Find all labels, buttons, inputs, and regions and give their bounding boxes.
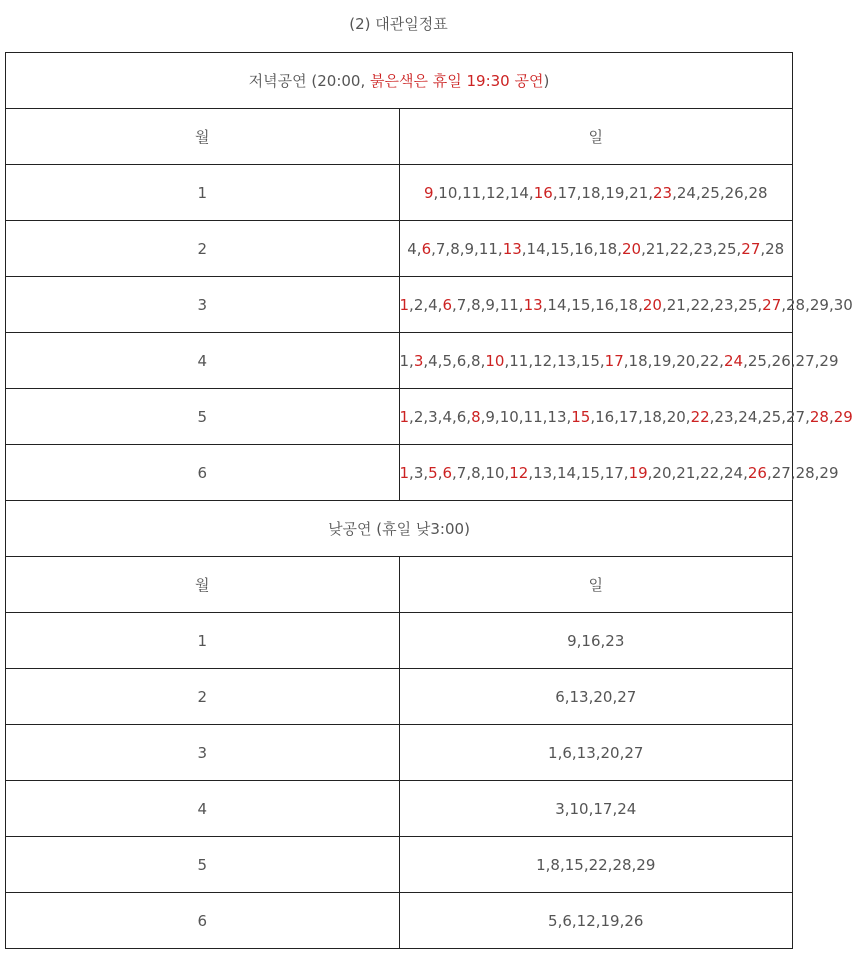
holiday-day-value: 1: [399, 463, 410, 482]
evening-days-cell: [399, 389, 853, 445]
holiday-day-value: 12: [509, 463, 529, 482]
day-value: ,10,11,12,14,: [433, 183, 534, 202]
evening-column-header-row: [6, 109, 793, 165]
day-value: ,14,15,16,18,: [542, 295, 643, 314]
day-value: ,21,22,23,25,: [641, 239, 742, 258]
matinee-section-header: 낮공연 (휴일 낮3:00): [6, 501, 793, 557]
holiday-day-value: 23: [653, 183, 673, 202]
matinee-month-cell: 6: [6, 893, 400, 949]
matinee-schedule-row: [6, 837, 793, 893]
day-value: ,25,26,27,29: [743, 351, 839, 370]
schedule-table-body: [6, 53, 853, 949]
table-caption: (2) 대관일정표: [349, 14, 448, 33]
matinee-schedule-row: [6, 669, 793, 725]
matinee-days-cell: 5,6,12,19,26: [399, 893, 793, 949]
day-value: ,7,8,9,11,: [431, 239, 503, 258]
matinee-days-cell: 6,13,20,27: [399, 669, 793, 725]
rental-schedule-table: [5, 52, 853, 949]
day-value: ,14,15,16,18,: [521, 239, 622, 258]
holiday-day-value: 16: [533, 183, 553, 202]
matinee-month-cell: 5: [6, 837, 400, 893]
evening-schedule-row: [6, 165, 793, 221]
matinee-days-cell: 1,6,13,20,27: [399, 725, 793, 781]
matinee-schedule-row: [6, 725, 793, 781]
day-value: ,: [437, 463, 443, 482]
matinee-schedule-row: [6, 893, 793, 949]
evening-days-cell: [399, 165, 793, 221]
matinee-month-cell: 2: [6, 669, 400, 725]
day-value: 4,: [407, 239, 422, 258]
matinee-schedule-row: [6, 781, 793, 837]
evening-header-holiday-note: 붉은색은 휴일 19:30 공연: [370, 72, 544, 90]
holiday-day-value: 13: [502, 239, 522, 258]
day-value: ,9,10,11,13,: [480, 407, 572, 426]
holiday-day-value: 9: [423, 183, 434, 202]
evening-header-text: 저녁공연 (20:00,: [248, 72, 371, 90]
holiday-day-value: 1: [399, 407, 410, 426]
day-value: ,20,21,22,24,: [647, 463, 748, 482]
holiday-day-value: 19: [628, 463, 648, 482]
day-value: ,16,17,18,20,: [590, 407, 691, 426]
matinee-schedule-row: [6, 613, 793, 669]
day-value: ,27,28,29: [766, 463, 839, 482]
evening-header-close: ): [543, 72, 550, 90]
matinee-days-cell: 9,16,23: [399, 613, 793, 669]
evening-month-cell: 5: [6, 389, 400, 445]
holiday-day-value: 6: [442, 295, 452, 314]
day-value: ,4,5,6,8,: [423, 351, 486, 370]
evening-month-cell: 2: [6, 221, 400, 277]
day-value: ,2,4,: [409, 295, 443, 314]
day-value: ,17,18,19,21,: [552, 183, 654, 202]
evening-section-header: [6, 53, 793, 109]
day-value: ,: [828, 407, 834, 426]
matinee-month-column-header: 월: [6, 557, 400, 613]
day-value: ,7,8,10,: [452, 463, 510, 482]
holiday-day-value: 22: [690, 407, 710, 426]
holiday-day-value: 28: [809, 407, 829, 426]
holiday-day-value: 3: [413, 351, 424, 370]
holiday-day-value: 29: [833, 407, 853, 426]
day-value: ,23,24,25,27,: [709, 407, 810, 426]
holiday-day-value: 15: [571, 407, 591, 426]
day-value: ,24,25,26,28: [672, 183, 768, 202]
evening-schedule-row: [6, 277, 793, 333]
day-value: ,13,14,15,17,: [528, 463, 629, 482]
evening-schedule-row: [6, 333, 793, 389]
evening-days-cell: [399, 333, 839, 389]
holiday-day-value: 13: [523, 295, 543, 314]
evening-month-cell: 3: [6, 277, 400, 333]
holiday-day-value: 27: [762, 295, 782, 314]
evening-schedule-row: [6, 445, 793, 501]
evening-days-cell: [399, 445, 839, 501]
evening-schedule-row: [6, 221, 793, 277]
matinee-days-cell: 1,8,15,22,28,29: [399, 837, 793, 893]
evening-days-cell: [399, 277, 853, 333]
evening-section-header-row: [6, 53, 793, 109]
day-value: ,11,12,13,15,: [504, 351, 605, 370]
evening-day-column-header: 일: [399, 109, 793, 165]
matinee-day-column-header: 일: [399, 557, 793, 613]
evening-schedule-row: [6, 389, 793, 445]
day-value: ,2,3,4,6,: [409, 407, 472, 426]
matinee-month-cell: 4: [6, 781, 400, 837]
day-value: ,28,29,30: [781, 295, 853, 314]
holiday-day-value: 5: [428, 463, 438, 482]
holiday-day-value: 6: [442, 463, 453, 482]
day-value: ,28: [760, 239, 785, 258]
evening-month-cell: 4: [6, 333, 400, 389]
holiday-day-value: 10: [485, 351, 505, 370]
matinee-month-cell: 3: [6, 725, 400, 781]
evening-month-cell: 6: [6, 445, 400, 501]
day-value: ,7,8,9,11,: [452, 295, 524, 314]
holiday-day-value: 20: [642, 295, 662, 314]
holiday-day-value: 24: [723, 351, 744, 370]
holiday-day-value: 20: [621, 239, 642, 258]
evening-month-column-header: 월: [6, 109, 400, 165]
day-value: ,18,19,20,22,: [623, 351, 724, 370]
day-value: ,3,: [409, 463, 429, 482]
holiday-day-value: 26: [747, 463, 767, 482]
matinee-days-cell: 3,10,17,24: [399, 781, 793, 837]
day-value: 1,: [399, 351, 414, 370]
holiday-day-value: 6: [421, 239, 432, 258]
matinee-section-header-row: [6, 501, 793, 557]
matinee-month-cell: 1: [6, 613, 400, 669]
holiday-day-value: 1: [399, 295, 410, 314]
holiday-day-value: 17: [604, 351, 624, 370]
matinee-column-header-row: [6, 557, 793, 613]
evening-days-cell: [399, 221, 793, 277]
evening-month-cell: 1: [6, 165, 400, 221]
day-value: ,21,22,23,25,: [661, 295, 763, 314]
holiday-day-value: 8: [471, 407, 481, 426]
holiday-day-value: 27: [741, 239, 761, 258]
